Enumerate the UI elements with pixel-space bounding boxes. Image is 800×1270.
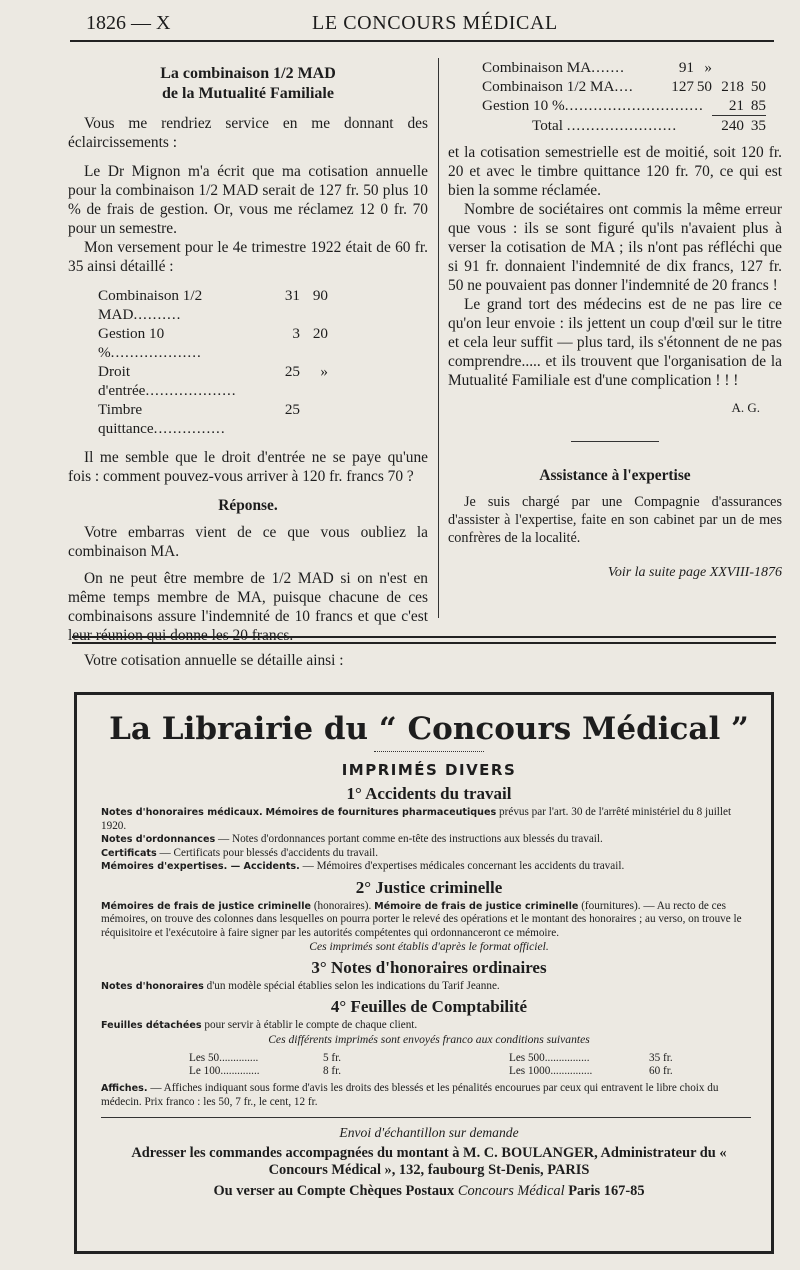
section-title: 1° Accidents du travail <box>346 784 512 803</box>
row-label: Gestion 10 % <box>98 325 165 361</box>
ad-note: Ces différents imprimés sont envoyés franco aux conditions suivantes <box>268 1032 590 1046</box>
ad-entry: Notes d'honoraires d'un modèle spécial établies selon les indications du Tarif Jeanne. <box>101 979 500 992</box>
librairie-advertisement <box>74 692 774 1254</box>
row-subtotal-cents: 50 <box>750 78 766 95</box>
table-row: Timbre quittance............... 25 <box>98 400 328 438</box>
page-number: 1826 — X <box>86 12 171 34</box>
payment-breakdown-table <box>98 286 328 438</box>
table-row: Combinaison 1/2 MAD.......... 31 90 <box>98 287 328 323</box>
table-row: Combinaison MA....... 91 » <box>482 58 766 77</box>
row-cents: » <box>704 59 712 76</box>
table-row: Gestion 10 %............................. 21 85 <box>482 97 766 114</box>
ad-rule <box>101 1117 751 1118</box>
row-label: Combinaison MA <box>482 59 592 76</box>
section-rule <box>571 441 659 442</box>
paragraph: et la cotisation semestrielle est de moitié, soit 120 fr. 20 et avec le timbre quittance 120 fr. 70, ce qui est bien la somme réclamée. <box>448 144 782 199</box>
left-column <box>68 64 428 670</box>
row-francs: 3 <box>292 325 300 342</box>
response-heading: Réponse. <box>218 497 278 514</box>
continued-note: Voir la suite page XXVIII-1876 <box>607 565 782 580</box>
ad-entry: Notes d'ordonnances — Notes d'ordonnances portant comme en-tête des instructions aux blessés du travail. <box>101 833 603 845</box>
row-francs: 25 <box>284 401 300 418</box>
header-rule <box>70 40 774 42</box>
section-title: 2° Justice criminelle <box>355 877 503 897</box>
ad-entry: Certificats — Certificats pour blessés d'accidents du travail. <box>101 846 379 859</box>
journal-title: LE CONCOURS MÉDICAL <box>312 12 558 34</box>
row-cents: 20 <box>312 325 328 342</box>
ad-entry: Mémoires de frais de justice criminelle (honoraires). Mémoire de frais de justice criminelle (fournitures). — Au recto de ces mémoires, on trouve des colonnes dans lesquelles on pourra porter le relevé des opérations et le montant des honoraires ; au verso, on trouve le réquisitoire et l'exécutoire à faire signer par les autorités compétentes qui ordonnanceront ce mémoire. <box>101 899 742 939</box>
table-row-total: Total ....................... 240 35 <box>532 116 766 134</box>
table-row: Combinaison 1/2 MA.... 127 50 218 50 <box>482 78 766 95</box>
price-row: Les 500................ 35 fr. <box>509 1052 673 1064</box>
right-column <box>448 58 782 582</box>
row-label: Gestion 10 % <box>482 97 565 114</box>
column-divider <box>438 58 439 618</box>
row-label: Combinaison 1/2 MAD <box>98 287 203 323</box>
price-row: Les 50.............. 5 fr. <box>189 1052 342 1064</box>
row-cents: » <box>320 363 328 380</box>
separator-rule <box>72 636 776 638</box>
row-cents <box>300 400 328 438</box>
separator-rule <box>72 642 776 644</box>
sample-note: Envoi d'échantillon sur demande <box>339 1125 519 1140</box>
row-label: Total <box>532 116 563 134</box>
paragraph: Je suis chargé par une Compagnie d'assurances d'assister à l'expertise, faite en son cabinet par un de mes confrères de la localité. <box>448 494 782 546</box>
paragraph: Vous me rendriez service en me donnant des éclaircissements : <box>68 115 428 151</box>
paragraph: Le grand tort des médecins est de ne pas lire ce qu'on leur envoie : ils jettent un coup d'œil sur le titre et cela leur suffit — plus tard, ils s'étonnent de ne pas comprendre..... et ils trouvent que l'organisation de la Mutualité Familiale est d'une complication ! ! ! <box>448 296 782 389</box>
row-subtotal-cents: 85 <box>744 96 766 116</box>
price-list <box>187 1052 757 1078</box>
table-row: Gestion 10 %................... 3 20 <box>98 325 328 361</box>
row-subtotal-cents: 35 <box>750 117 766 134</box>
paragraph: Mon versement pour le 4e trimestre 1922 était de 60 fr. 35 ainsi détaillé : <box>68 239 428 275</box>
article-title-line2: de la Mutualité Familiale <box>162 85 334 102</box>
row-francs: 25 <box>284 363 300 380</box>
row-cents: 50 <box>696 78 712 95</box>
price-row: Les 1000............... 60 fr. <box>509 1065 673 1077</box>
ad-entry: Mémoires d'expertises. — Accidents. — Mémoires d'expertises médicales concernant les accidents du travail. <box>101 860 625 872</box>
postal-account: Ou verser au Compte Chèques Postaux Concours Médical Paris 167-85 <box>213 1183 645 1199</box>
ad-entry: Feuilles détachées pour servir à établir le compte de chaque client. <box>101 1019 418 1031</box>
row-subtotal-francs: 240 <box>721 117 744 134</box>
row-label: Combinaison 1/2 MA <box>482 78 615 95</box>
row-francs: 91 <box>678 59 694 76</box>
table-row: Droit d'entrée................... 25 » <box>98 363 328 399</box>
order-address: Adresser les commandes accompagnées du montant à M. C. BOULANGER, Administrateur du « Concours Médical », 132, faubourg St-Denis, PARIS <box>131 1145 727 1178</box>
row-subtotal-francs <box>712 58 744 77</box>
paragraph: Nombre de sociétaires ont commis la même erreur que vous : ils se sont figuré qu'ils n'avaient plus à verser la cotisation de MA ; ils n'ont pas réfléchi que si 91 fr. donnaient l'indemnité de dix francs, 127 fr. 50 ne pouvaient pas donner l'indemnité de 20 francs ! <box>448 201 782 294</box>
paragraph: Il me semble que le droit d'entrée ne se paye qu'une fois : comment pouvez-vous arriver à 120 fr. francs 70 ? <box>68 449 428 485</box>
signature: A. G. <box>731 400 760 415</box>
row-francs: 31 <box>284 287 300 304</box>
row-subtotal-francs: 218 <box>721 78 744 95</box>
section-title: 3° Notes d'honoraires ordinaires <box>311 957 547 977</box>
paragraph: Votre cotisation annuelle se détaille ainsi : <box>84 652 344 669</box>
row-cents: 90 <box>312 287 328 304</box>
row-subtotal-cents <box>744 58 766 77</box>
paragraph: On ne peut être membre de 1/2 MAD si on n'est en même temps membre de MA, puisque chacune de ces combinaisons assure l'indemnité de 10 francs et que c'est leur réunion qui donne les 20 francs. <box>68 570 428 644</box>
section-title: Assistance à l'expertise <box>539 467 691 484</box>
paragraph: Votre embarras vient de ce que vous oubliez la combinaison MA. <box>68 524 428 560</box>
annual-contribution-table <box>482 58 766 135</box>
price-row: Le 100.............. 8 fr. <box>189 1065 342 1077</box>
ad-entry: Affiches. — Affiches indiquant sous forme d'avis les droits des blessés et les pénalités encourues par ceux qui entravent le libre choix du médecin. Prix franco : les 50, 7 fr., le cent, 12 fr. <box>101 1082 719 1108</box>
price-group <box>187 1052 507 1078</box>
ad-title: La Librairie du “ Concours Médical ” <box>109 711 749 747</box>
ad-note: Ces imprimés sont établis d'après le format officiel. <box>309 940 549 953</box>
row-label: Timbre quittance <box>98 401 154 437</box>
row-subtotal-francs: 21 <box>712 96 744 116</box>
row-label: Droit d'entrée <box>98 363 146 399</box>
row-francs: 127 <box>671 78 694 95</box>
section-title: 4° Feuilles de Comptabilité <box>330 997 528 1016</box>
running-head <box>86 12 774 36</box>
ornament-rule <box>374 751 484 756</box>
price-group <box>507 1052 675 1078</box>
ad-entry: Notes d'honoraires médicaux. Mémoires de fournitures pharmaceutiques prévus par l'art. 30 de l'arrêté ministériel du 8 juillet 1920. <box>101 806 732 832</box>
paragraph: Le Dr Mignon m'a écrit que ma cotisation annuelle pour la combinaison 1/2 MAD serait de 127 fr. 50 plus 10 % de frais de gestion. Or, vous me réclamez 12 0 fr. 70 pour un semestre. <box>68 163 428 237</box>
article-title-line1: La combinaison 1/2 MAD <box>160 65 336 82</box>
ad-heading: IMPRIMÉS DIVERS <box>341 761 517 779</box>
